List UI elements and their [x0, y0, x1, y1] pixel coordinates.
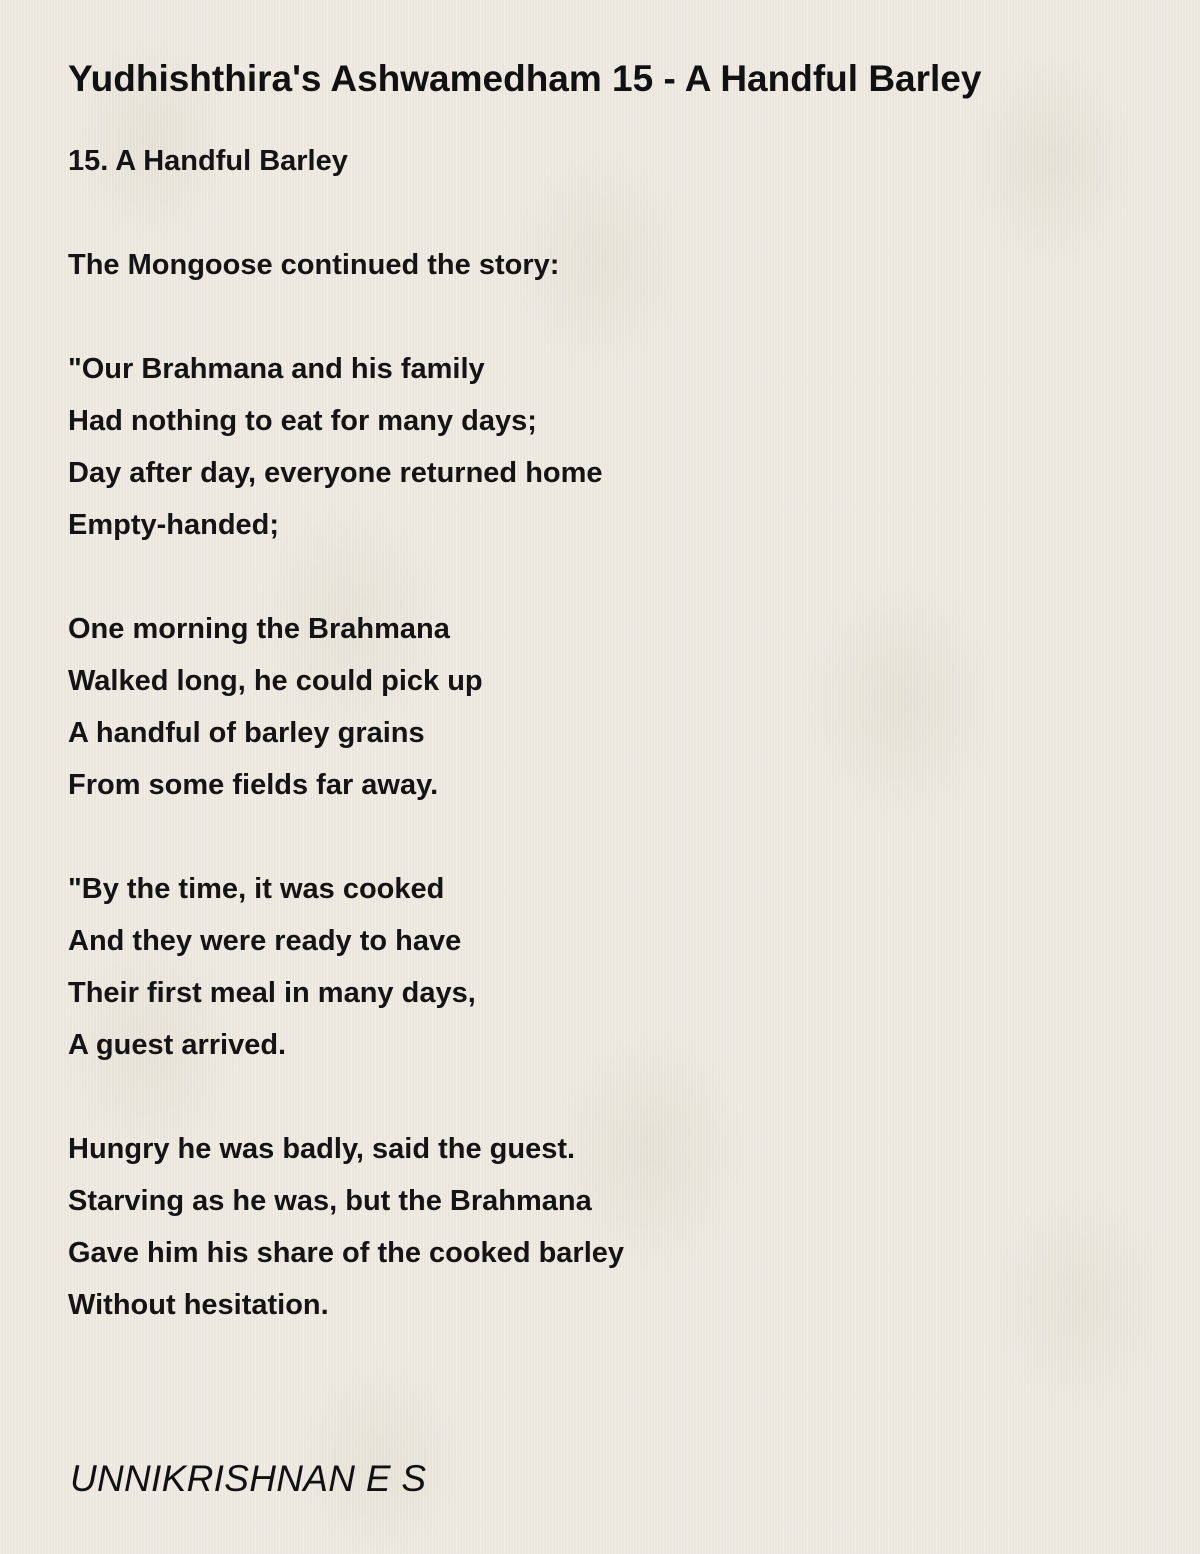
- stanza: [68, 239, 1148, 291]
- poem-body: [68, 135, 1148, 1331]
- poem-line: A guest arrived.: [68, 1029, 287, 1061]
- stanza: [68, 863, 1148, 1071]
- poem-line: Starving as he was, but the Brahmana: [68, 1185, 592, 1217]
- poem-line: Their first meal in many days,: [68, 977, 476, 1009]
- poem-line: 15. A Handful Barley: [68, 145, 348, 177]
- poem-line: "Our Brahmana and his family: [68, 353, 485, 385]
- poem-line: A handful of barley grains: [68, 717, 425, 749]
- poem-line: From some fields far away.: [68, 769, 439, 801]
- poem-line: Empty-handed;: [68, 509, 280, 541]
- stanza: [68, 603, 1148, 811]
- poem-line: And they were ready to have: [68, 925, 462, 957]
- poem-line: One morning the Brahmana: [68, 613, 450, 645]
- poem-line: Gave him his share of the cooked barley: [68, 1237, 625, 1269]
- poem-page: [68, 54, 1148, 1383]
- poem-author: UNNIKRISHNAN E S: [70, 1458, 427, 1499]
- poem-line: Without hesitation.: [68, 1289, 329, 1321]
- poem-line: Hungry he was badly, said the guest.: [68, 1133, 576, 1165]
- poem-line: Walked long, he could pick up: [68, 665, 483, 697]
- poem-title: Yudhishthira's Ashwamedham 15 - A Handful Barley: [68, 58, 982, 99]
- stanza: [68, 1123, 1148, 1331]
- poem-line: The Mongoose continued the story:: [68, 249, 560, 281]
- poem-line: "By the time, it was cooked: [68, 873, 445, 905]
- stanza: [68, 343, 1148, 551]
- stanza: [68, 135, 1148, 187]
- poem-line: Day after day, everyone returned home: [68, 457, 603, 489]
- poem-line: Had nothing to eat for many days;: [68, 405, 537, 437]
